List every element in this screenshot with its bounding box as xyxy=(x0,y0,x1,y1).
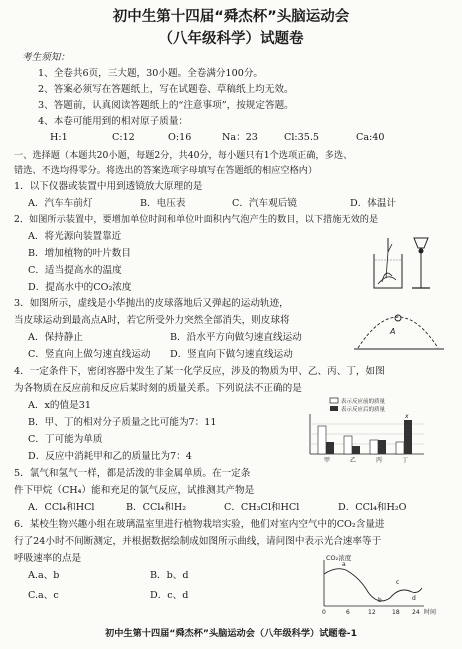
section1-intro-1: 一、选择题（本题共20小题，每题2分，共40分，每小题只有1个选项正确，多选、 xyxy=(14,150,353,161)
notice-item-3: 3、答题前，认真阅读答题纸上的“注意事项”，按规定答题。 xyxy=(38,100,294,111)
q4-option-d: D．反应中消耗甲和乙的质量比为7：4 xyxy=(28,451,192,462)
notice-item-2: 2、答案必须写在答题纸上，写在试题卷、草稿纸上均无效。 xyxy=(38,84,294,95)
q6-stem-3: 呼吸速率的点是 xyxy=(14,553,82,564)
point-d-label: d xyxy=(412,595,416,602)
q6-option-d: D．c、d xyxy=(150,590,189,601)
point-b-label: b xyxy=(378,597,382,604)
x-axis-label: 时间 xyxy=(424,609,437,616)
ball-trajectory xyxy=(358,317,438,348)
atomic-mass-h: H:1 xyxy=(50,132,68,143)
q4-option-a: A．x的值是31 xyxy=(28,400,91,411)
bar-group-jia xyxy=(318,426,334,454)
q1-option-a: A．汽车车前灯 xyxy=(28,198,93,209)
lamp-icon xyxy=(412,238,430,288)
x-tick-0: 0 xyxy=(322,609,326,616)
q2-option-c: C．适当提高水的温度 xyxy=(28,265,122,276)
q2-option-a: A．将光源向装置靠近 xyxy=(28,231,122,242)
legend-after: 表示反应后的质量 xyxy=(341,407,386,413)
notice-heading: 考生须知： xyxy=(22,52,70,63)
atomic-mass-o: O:16 xyxy=(168,132,192,143)
y-axis-label: CO₂浓度 xyxy=(326,554,352,562)
q6-option-a: A.a、b xyxy=(28,570,60,581)
q1-option-c: C．汽车观后镜 xyxy=(232,198,297,209)
notice-item-1: 1、全卷共6页，三大题，30小题。全卷满分100分。 xyxy=(38,68,264,79)
x-tick-12: 12 xyxy=(368,609,376,616)
legend-before: 表示反应前的质量 xyxy=(341,399,386,405)
q3-option-d: D．竖直向下做匀速直线运动 xyxy=(170,349,293,360)
q1-option-b: B．电压表 xyxy=(140,198,186,209)
bar-group-yi xyxy=(344,436,360,454)
q5-stem-1: 5．氯气和氢气一样，都是活泼的非金属单质。在一定条 xyxy=(14,468,251,479)
category-yi: 乙 xyxy=(350,457,357,464)
curve-point-labels xyxy=(342,561,416,604)
q1-stem: 1．以下仪器或装置中用到透镜放大原理的是 xyxy=(14,181,203,192)
category-bing: 丙 xyxy=(376,457,383,464)
section1-intro-2: 错选、不选均得零分。将选出的答案选项字母填写在答题纸的相应空格内） xyxy=(14,165,318,176)
bar-label-x: x xyxy=(405,413,409,420)
q5-option-b: B．CCl₄和H₂ xyxy=(126,502,187,513)
q5-stem-2: 件下甲烷（CH₄）能和充足的氯气反应，试推测其产物是 xyxy=(14,485,255,496)
x-tick-18: 18 xyxy=(392,609,400,616)
x-tick-6: 6 xyxy=(346,609,350,616)
ball-icon xyxy=(395,315,401,321)
atomic-mass-ca: Ca:40 xyxy=(356,132,385,143)
chart-legend xyxy=(330,397,386,413)
q2-stem: 2．如图所示装置中，要增加单位时间和单位叶面积内气泡产生的数目，以下措施无效的是 xyxy=(14,214,379,225)
q6-stem-2: 行了24小时不间断测定，并根据数据绘制成如图所示曲线，请问图中表示光合速率等于 xyxy=(14,536,382,547)
co2-curve xyxy=(324,569,422,601)
x-tick-24: 24 xyxy=(412,609,420,616)
atomic-mass-c: C:12 xyxy=(112,132,135,143)
q2-apparatus-figure xyxy=(352,232,434,294)
beaker-icon xyxy=(374,238,402,288)
q2-option-b: B．增加植物的叶片数目 xyxy=(28,248,131,259)
point-a-label: a xyxy=(342,561,346,568)
category-jia: 甲 xyxy=(324,457,331,464)
category-ding: 丁 xyxy=(402,457,409,464)
q4-option-b: B．甲、丁的相对分子质量之比可能为7：11 xyxy=(28,417,217,428)
page-title: 初中生第十四届“舜杰杯”头脑运动会 xyxy=(112,9,350,25)
q5-option-a: A．CCl₄和HCl xyxy=(28,502,95,513)
q1-option-d: D．体温计 xyxy=(350,198,397,209)
q3-trajectory-figure xyxy=(352,292,448,356)
atomic-mass-cl: Cl:35.5 xyxy=(284,132,320,143)
notice-item-4: 4、本卷可能用到的相对原子质量： xyxy=(38,116,189,127)
q3-stem-1: 3．如图所示，虚线是小华抛出的皮球落地后又弹起的运动轨迹， xyxy=(14,298,289,309)
q4-option-c: C．丁可能为单质 xyxy=(28,434,103,445)
point-c-label: c xyxy=(396,579,400,586)
q3-option-a: A．保持静止 xyxy=(28,332,83,343)
q4-stem-1: 4．一定条件下，密闭容器中发生了某一化学反应，涉及的物质为甲、乙、丙、丁，如图 xyxy=(14,366,385,377)
page-footer: 初中生第十四届“舜杰杯”头脑运动会（八年级科学）试题卷-1 xyxy=(105,628,357,639)
q5-option-d: D．CCl₄和H₂O xyxy=(338,502,407,513)
q6-option-b: B．b、d xyxy=(150,570,189,581)
q3-stem-2: 当皮球运动到最高点A时，若它所受外力突然全部消失，则皮球将 xyxy=(14,315,290,326)
page-subtitle: （八年级科学）试题卷 xyxy=(158,31,304,47)
q3-option-b: B．沿水平方向做匀速直线运动 xyxy=(170,332,302,343)
q6-stem-1: 6．某校生物兴趣小组在玻璃温室里进行植物栽培实验，他们对室内空气中的CO₂含量进 xyxy=(14,519,385,530)
q6-option-c: C.a、c xyxy=(28,590,59,601)
q3-option-c: C．竖直向上做匀速直线运动 xyxy=(28,349,151,360)
q5-option-c: C．CH₃Cl和HCl xyxy=(224,502,300,513)
q6-co2-chart xyxy=(312,552,444,618)
bar-group-ding xyxy=(396,413,412,454)
bar-group-bing xyxy=(370,440,386,454)
atomic-mass-na: Na：23 xyxy=(222,132,258,143)
q4-stem-2: 为各物质在反应前和反应后某时刻的质量关系。下列说法不正确的是 xyxy=(14,383,302,394)
point-a-label: A xyxy=(390,327,396,336)
q2-option-d: D．提高水中的CO₂浓度 xyxy=(28,282,132,293)
q4-mass-chart xyxy=(300,396,430,466)
